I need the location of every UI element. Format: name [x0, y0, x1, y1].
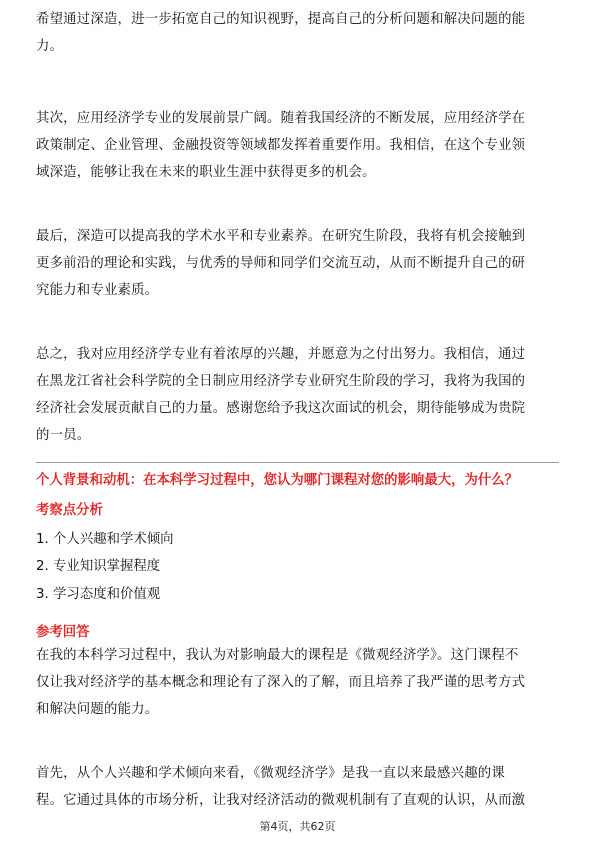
text-line: 程。它通过具体的市场分析，让我对经济活动的微观机制有了直观的认识，从而激 — [36, 793, 526, 808]
answer-first-paragraph — [36, 642, 558, 723]
text-line: 政策制定、企业管理、金融投资等领域都发挥着重要作用。我相信，在这个专业领 — [36, 138, 526, 153]
intro-tail-paragraph — [36, 6, 558, 60]
text-line: 最后，深造可以提高我的学术水平和专业素养。在研究生阶段，我将有机会接触到 — [36, 229, 526, 244]
text-line: 首先，从个人兴趣和学术倾向来看，《微观经济学》是我一直以来最感兴趣的课 — [36, 766, 505, 781]
text-line: 希望通过深造，进一步拓宽自己的知识视野，提高自己的分析问题和解决问题的能 — [36, 12, 526, 27]
conclusion-paragraph — [36, 341, 558, 449]
second-reason-paragraph — [36, 105, 558, 186]
text-line: 其次，应用经济学专业的发展前景广阔。随着我国经济的不断发展，应用经济学在 — [36, 111, 526, 126]
text-line: 更多前沿的理论和实践，与优秀的导师和同学们交流互动，从而不断提升自己的研 — [36, 256, 526, 271]
page-number-footer: 第4页，共62页 — [259, 820, 336, 833]
text-line: 力。 — [36, 39, 64, 54]
text-line: 域深造，能够让我在未来的职业生涯中获得更多的机会。 — [36, 165, 376, 180]
text-line: 的一员。 — [36, 428, 91, 443]
analysis-item: 3. 学习态度和价值观 — [36, 587, 161, 602]
third-reason-paragraph — [36, 223, 558, 304]
interview-question: 个人背景和动机：在本科学习过程中，您认为哪门课程对您的影响最大，为什么？ — [36, 473, 519, 488]
analysis-item: 2. 专业知识掌握程度 — [36, 559, 161, 574]
text-line: 在我的本科学习过程中，我认为对影响最大的课程是《微观经济学》。这门课程不 — [36, 648, 519, 663]
text-line: 和解决问题的能力。 — [36, 702, 159, 717]
text-line: 经济社会发展贡献自己的力量。感谢您给予我这次面试的机会，期待能够成为贵院 — [36, 401, 526, 416]
section-divider — [36, 462, 559, 463]
text-line: 总之，我对应用经济学专业有着浓厚的兴趣，并愿意为之付出努力。我相信，通过 — [36, 347, 526, 362]
text-line: 仅让我对经济学的基本概念和理论有了深入的了解，而且培养了我严谨的思考方式 — [36, 675, 526, 690]
analysis-heading: 考察点分析 — [36, 503, 103, 518]
text-line: 在黑龙江省社会科学院的全日制应用经济学专业研究生阶段的学习，我将为我国的 — [36, 374, 526, 389]
text-line: 究能力和专业素质。 — [36, 283, 159, 298]
analysis-item: 1. 个人兴趣和学术倾向 — [36, 532, 174, 547]
answer-heading: 参考回答 — [36, 625, 90, 640]
answer-second-paragraph — [36, 760, 558, 814]
